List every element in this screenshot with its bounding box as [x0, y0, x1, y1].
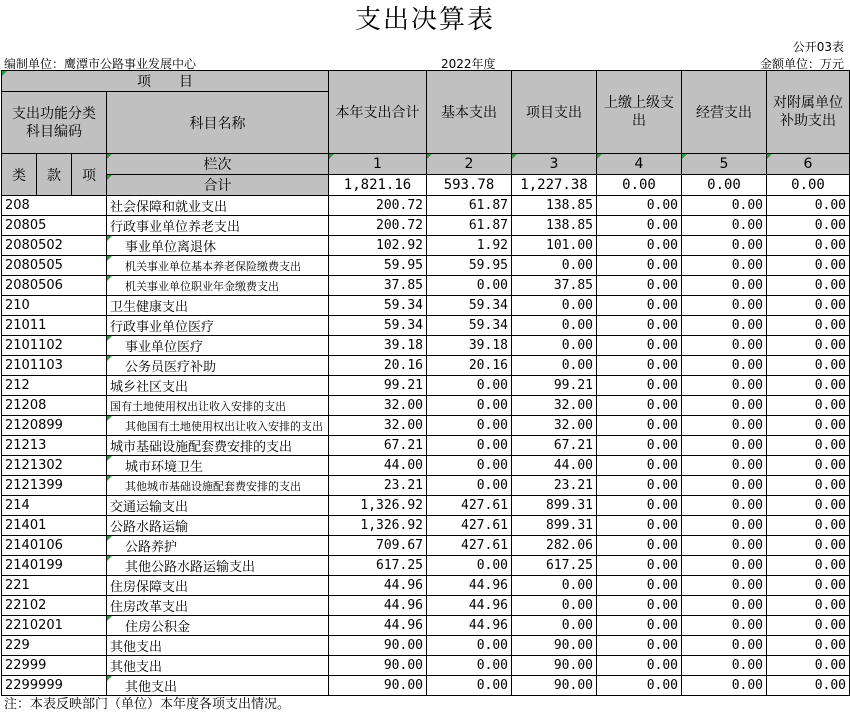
total-value: 0.00 — [767, 175, 850, 196]
col-index-1: 1 — [329, 154, 427, 175]
amount-cell: 0.00 — [512, 356, 597, 376]
subject-name: 城市环境卫生 — [107, 456, 329, 476]
subject-code: 21208 — [2, 396, 107, 416]
amount-cell: 99.21 — [512, 376, 597, 396]
amount-cell: 0.00 — [597, 436, 682, 456]
header-subject-name: 科目名称 — [107, 92, 329, 154]
amount-cell: 617.25 — [329, 556, 427, 576]
amount-cell: 61.87 — [427, 216, 512, 236]
amount-cell: 44.96 — [427, 596, 512, 616]
amount-cell: 0.00 — [512, 316, 597, 336]
amount-cell: 0.00 — [767, 196, 850, 216]
table-row — [2, 336, 850, 356]
subject-code: 2080506 — [2, 276, 107, 296]
amount-cell: 0.00 — [597, 656, 682, 676]
subject-code: 21213 — [2, 436, 107, 456]
subject-code: 2210201 — [2, 616, 107, 636]
amount-cell: 0.00 — [597, 236, 682, 256]
amount-cell: 37.85 — [329, 276, 427, 296]
total-value: 1,821.16 — [329, 175, 427, 196]
amount-cell: 0.00 — [682, 596, 767, 616]
amount-cell: 0.00 — [597, 276, 682, 296]
header-kuan: 款 — [37, 154, 72, 196]
amount-cell: 0.00 — [427, 436, 512, 456]
amount-cell: 0.00 — [597, 416, 682, 436]
amount-cell: 90.00 — [329, 676, 427, 696]
amount-cell: 0.00 — [682, 676, 767, 696]
amount-cell: 0.00 — [427, 396, 512, 416]
amount-cell: 0.00 — [512, 596, 597, 616]
amount-cell: 899.31 — [512, 496, 597, 516]
amount-cell: 709.67 — [329, 536, 427, 556]
amount-cell: 0.00 — [427, 636, 512, 656]
subject-name: 公务员医疗补助 — [107, 356, 329, 376]
amount-cell: 0.00 — [767, 596, 850, 616]
amount-cell: 1.92 — [427, 236, 512, 256]
amount-cell: 90.00 — [512, 676, 597, 696]
subject-name: 住房保障支出 — [107, 576, 329, 596]
amount-cell: 0.00 — [767, 536, 850, 556]
amount-cell: 0.00 — [682, 216, 767, 236]
subject-code: 212 — [2, 376, 107, 396]
amount-cell: 0.00 — [767, 476, 850, 496]
subject-code: 210 — [2, 296, 107, 316]
amount-cell: 0.00 — [767, 416, 850, 436]
table-row — [2, 356, 850, 376]
row-index-label: 栏次 — [107, 154, 329, 175]
subject-code: 21401 — [2, 516, 107, 536]
amount-cell: 0.00 — [767, 276, 850, 296]
amount-cell: 0.00 — [597, 616, 682, 636]
amount-cell: 0.00 — [512, 576, 597, 596]
amount-cell: 0.00 — [682, 356, 767, 376]
subject-name: 机关事业单位基本养老保险缴费支出 — [107, 256, 329, 276]
amount-cell: 59.34 — [427, 316, 512, 336]
amount-cell: 59.34 — [427, 296, 512, 316]
amount-cell: 0.00 — [682, 436, 767, 456]
subject-name: 卫生健康支出 — [107, 296, 329, 316]
subject-name: 其他公路水路运输支出 — [107, 556, 329, 576]
header-lei: 类 — [2, 154, 37, 196]
subject-name: 事业单位医疗 — [107, 336, 329, 356]
table-row — [2, 416, 850, 436]
subject-name: 其他国有土地使用权出让收入安排的支出 — [107, 416, 329, 436]
subject-name: 其他支出 — [107, 656, 329, 676]
amount-cell: 0.00 — [767, 236, 850, 256]
amount-cell: 138.85 — [512, 196, 597, 216]
amount-cell: 200.72 — [329, 196, 427, 216]
table-row — [2, 656, 850, 676]
amount-cell: 0.00 — [682, 456, 767, 476]
subject-name: 住房公积金 — [107, 616, 329, 636]
subject-name: 其他支出 — [107, 636, 329, 656]
amount-cell: 32.00 — [512, 416, 597, 436]
amount-cell: 59.95 — [427, 256, 512, 276]
total-value: 1,227.38 — [512, 175, 597, 196]
amount-cell: 67.21 — [512, 436, 597, 456]
amount-cell: 0.00 — [767, 656, 850, 676]
header-func-class: 支出功能分类 科目编码 — [2, 92, 107, 154]
amount-cell: 0.00 — [597, 296, 682, 316]
amount-cell: 0.00 — [427, 416, 512, 436]
header-xiang: 项 — [72, 154, 107, 196]
page-title: 支出决算表 — [354, 5, 495, 35]
amount-cell: 0.00 — [597, 636, 682, 656]
subject-code: 22102 — [2, 596, 107, 616]
table-row — [2, 376, 850, 396]
subject-name: 社会保障和就业支出 — [107, 196, 329, 216]
amount-cell: 0.00 — [767, 436, 850, 456]
amount-cell: 0.00 — [682, 536, 767, 556]
amount-cell: 0.00 — [682, 636, 767, 656]
fiscal-year: 2022年度 — [441, 57, 496, 71]
amount-cell: 0.00 — [597, 496, 682, 516]
subject-name: 其他支出 — [107, 676, 329, 696]
amount-cell: 0.00 — [682, 276, 767, 296]
table-row — [2, 456, 850, 476]
amount-cell: 0.00 — [767, 676, 850, 696]
amount-cell: 0.00 — [767, 356, 850, 376]
table-row — [2, 296, 850, 316]
subject-code: 2101102 — [2, 336, 107, 356]
amount-cell: 20.16 — [329, 356, 427, 376]
amount-cell: 0.00 — [427, 456, 512, 476]
amount-cell: 90.00 — [329, 636, 427, 656]
amount-cell: 0.00 — [597, 256, 682, 276]
col-header-upper: 上缴上级支出 — [597, 71, 682, 154]
table-row — [2, 316, 850, 336]
amount-cell: 67.21 — [329, 436, 427, 456]
amount-cell: 0.00 — [767, 616, 850, 636]
subject-name: 城市基础设施配套费安排的支出 — [107, 436, 329, 456]
table-row — [2, 196, 850, 216]
amount-cell: 0.00 — [682, 316, 767, 336]
amount-cell: 44.00 — [512, 456, 597, 476]
table-row — [2, 276, 850, 296]
amount-cell: 0.00 — [682, 396, 767, 416]
amount-cell: 61.87 — [427, 196, 512, 216]
amount-cell: 39.18 — [427, 336, 512, 356]
amount-cell: 617.25 — [512, 556, 597, 576]
table-row — [2, 636, 850, 656]
table-row — [2, 596, 850, 616]
table-row — [2, 616, 850, 636]
amount-cell: 0.00 — [767, 516, 850, 536]
amount-cell: 0.00 — [767, 396, 850, 416]
subject-code: 208 — [2, 196, 107, 216]
amount-cell: 59.95 — [329, 256, 427, 276]
amount-cell: 0.00 — [682, 256, 767, 276]
amount-cell: 0.00 — [767, 576, 850, 596]
amount-cell: 0.00 — [597, 456, 682, 476]
amount-cell: 0.00 — [767, 456, 850, 476]
col-index-5: 5 — [682, 154, 767, 175]
amount-cell: 427.61 — [427, 536, 512, 556]
col-header-total: 本年支出合计 — [329, 71, 427, 154]
amount-cell: 0.00 — [767, 336, 850, 356]
amount-cell: 0.00 — [512, 336, 597, 356]
amount-cell: 1,326.92 — [329, 496, 427, 516]
table-row — [2, 556, 850, 576]
amount-cell: 0.00 — [512, 616, 597, 636]
amount-cell: 0.00 — [682, 376, 767, 396]
subject-code: 2080505 — [2, 256, 107, 276]
table-row — [2, 236, 850, 256]
subject-name: 事业单位离退休 — [107, 236, 329, 256]
amount-cell: 0.00 — [767, 556, 850, 576]
amount-cell: 0.00 — [767, 216, 850, 236]
amount-cell: 0.00 — [682, 656, 767, 676]
amount-cell: 0.00 — [682, 476, 767, 496]
amount-cell: 0.00 — [597, 536, 682, 556]
col-header-basic: 基本支出 — [427, 71, 512, 154]
amount-cell: 0.00 — [767, 316, 850, 336]
subject-code: 2140199 — [2, 556, 107, 576]
amount-cell: 0.00 — [682, 496, 767, 516]
amount-cell: 59.34 — [329, 296, 427, 316]
subject-code: 2140106 — [2, 536, 107, 556]
amount-cell: 59.34 — [329, 316, 427, 336]
amount-cell: 0.00 — [597, 596, 682, 616]
amount-cell: 39.18 — [329, 336, 427, 356]
amount-cell: 0.00 — [427, 276, 512, 296]
amount-cell: 0.00 — [512, 296, 597, 316]
subject-name: 住房改革支出 — [107, 596, 329, 616]
amount-cell: 0.00 — [427, 656, 512, 676]
subject-name: 行政事业单位医疗 — [107, 316, 329, 336]
subject-code: 2101103 — [2, 356, 107, 376]
subject-name: 机关事业单位职业年金缴费支出 — [107, 276, 329, 296]
compiling-unit: 编制单位：鹰潭市公路事业发展中心 — [4, 57, 197, 71]
amount-cell: 0.00 — [597, 336, 682, 356]
amount-unit: 金额单位：万元 — [759, 57, 844, 71]
col-index-4: 4 — [597, 154, 682, 175]
subject-name: 其他城市基础设施配套费安排的支出 — [107, 476, 329, 496]
amount-cell: 90.00 — [512, 656, 597, 676]
amount-cell: 0.00 — [597, 356, 682, 376]
amount-cell: 0.00 — [682, 516, 767, 536]
subject-code: 2121399 — [2, 476, 107, 496]
total-value: 0.00 — [682, 175, 767, 196]
subject-name: 交通运输支出 — [107, 496, 329, 516]
table-id: 公开03表 — [792, 40, 844, 54]
table-row — [2, 216, 850, 236]
subject-code: 2299999 — [2, 676, 107, 696]
table-row — [2, 436, 850, 456]
table-row — [2, 516, 850, 536]
amount-cell: 32.00 — [329, 416, 427, 436]
table-row — [2, 256, 850, 276]
amount-cell: 282.06 — [512, 536, 597, 556]
amount-cell: 899.31 — [512, 516, 597, 536]
amount-cell: 90.00 — [512, 636, 597, 656]
amount-cell: 0.00 — [767, 496, 850, 516]
amount-cell: 0.00 — [767, 376, 850, 396]
amount-cell: 0.00 — [767, 256, 850, 276]
amount-cell: 0.00 — [597, 316, 682, 336]
table-row — [2, 476, 850, 496]
amount-cell: 0.00 — [427, 676, 512, 696]
amount-cell: 427.61 — [427, 516, 512, 536]
amount-cell: 0.00 — [682, 416, 767, 436]
amount-cell: 0.00 — [682, 576, 767, 596]
subject-name: 城乡社区支出 — [107, 376, 329, 396]
col-header-project: 项目支出 — [512, 71, 597, 154]
amount-cell: 427.61 — [427, 496, 512, 516]
amount-cell: 90.00 — [329, 656, 427, 676]
subject-code: 2120899 — [2, 416, 107, 436]
amount-cell: 0.00 — [597, 196, 682, 216]
col-header-business: 经营支出 — [682, 71, 767, 154]
amount-cell: 0.00 — [597, 556, 682, 576]
amount-cell: 0.00 — [597, 476, 682, 496]
amount-cell: 44.96 — [427, 616, 512, 636]
amount-cell: 44.96 — [329, 616, 427, 636]
table-row — [2, 576, 850, 596]
subject-name: 国有土地使用权出让收入安排的支出 — [107, 396, 329, 416]
amount-cell: 0.00 — [597, 396, 682, 416]
amount-cell: 44.96 — [329, 576, 427, 596]
amount-cell: 44.96 — [329, 596, 427, 616]
table-row — [2, 396, 850, 416]
table-row — [2, 496, 850, 516]
amount-cell: 0.00 — [597, 576, 682, 596]
subject-code: 2121302 — [2, 456, 107, 476]
subject-code: 22999 — [2, 656, 107, 676]
amount-cell: 23.21 — [329, 476, 427, 496]
amount-cell: 44.00 — [329, 456, 427, 476]
col-index-3: 3 — [512, 154, 597, 175]
amount-cell: 44.96 — [427, 576, 512, 596]
amount-cell: 20.16 — [427, 356, 512, 376]
amount-cell: 0.00 — [682, 296, 767, 316]
amount-cell: 37.85 — [512, 276, 597, 296]
amount-cell: 1,326.92 — [329, 516, 427, 536]
amount-cell: 101.00 — [512, 236, 597, 256]
amount-cell: 0.00 — [682, 196, 767, 216]
subject-code: 20805 — [2, 216, 107, 236]
amount-cell: 99.21 — [329, 376, 427, 396]
col-header-subsidy: 对附属单位补助支出 — [767, 71, 850, 154]
amount-cell: 0.00 — [682, 616, 767, 636]
amount-cell: 102.92 — [329, 236, 427, 256]
subject-code: 2080502 — [2, 236, 107, 256]
footer-note: 注：本表反映部门（单位）本年度各项支出情况。 — [4, 697, 291, 712]
amount-cell: 0.00 — [767, 296, 850, 316]
subject-code: 221 — [2, 576, 107, 596]
subject-name: 公路养护 — [107, 536, 329, 556]
amount-cell: 32.00 — [329, 396, 427, 416]
amount-cell: 0.00 — [767, 636, 850, 656]
total-value: 593.78 — [427, 175, 512, 196]
subject-name: 行政事业单位养老支出 — [107, 216, 329, 236]
expenditure-table — [1, 70, 850, 696]
col-index-6: 6 — [767, 154, 850, 175]
amount-cell: 0.00 — [427, 556, 512, 576]
amount-cell: 0.00 — [597, 676, 682, 696]
amount-cell: 0.00 — [597, 216, 682, 236]
table-row — [2, 536, 850, 556]
header-item: 项 目 — [2, 71, 329, 92]
amount-cell: 0.00 — [682, 556, 767, 576]
subject-code: 229 — [2, 636, 107, 656]
amount-cell: 32.00 — [512, 396, 597, 416]
amount-cell: 200.72 — [329, 216, 427, 236]
amount-cell: 138.85 — [512, 216, 597, 236]
total-label: 合计 — [107, 175, 329, 196]
amount-cell: 0.00 — [682, 336, 767, 356]
total-value: 0.00 — [597, 175, 682, 196]
amount-cell: 0.00 — [597, 376, 682, 396]
subject-code: 214 — [2, 496, 107, 516]
amount-cell: 23.21 — [512, 476, 597, 496]
amount-cell: 0.00 — [682, 236, 767, 256]
amount-cell: 0.00 — [427, 376, 512, 396]
amount-cell: 0.00 — [512, 256, 597, 276]
col-index-2: 2 — [427, 154, 512, 175]
amount-cell: 0.00 — [427, 476, 512, 496]
subject-code: 21011 — [2, 316, 107, 336]
amount-cell: 0.00 — [597, 516, 682, 536]
subject-name: 公路水路运输 — [107, 516, 329, 536]
